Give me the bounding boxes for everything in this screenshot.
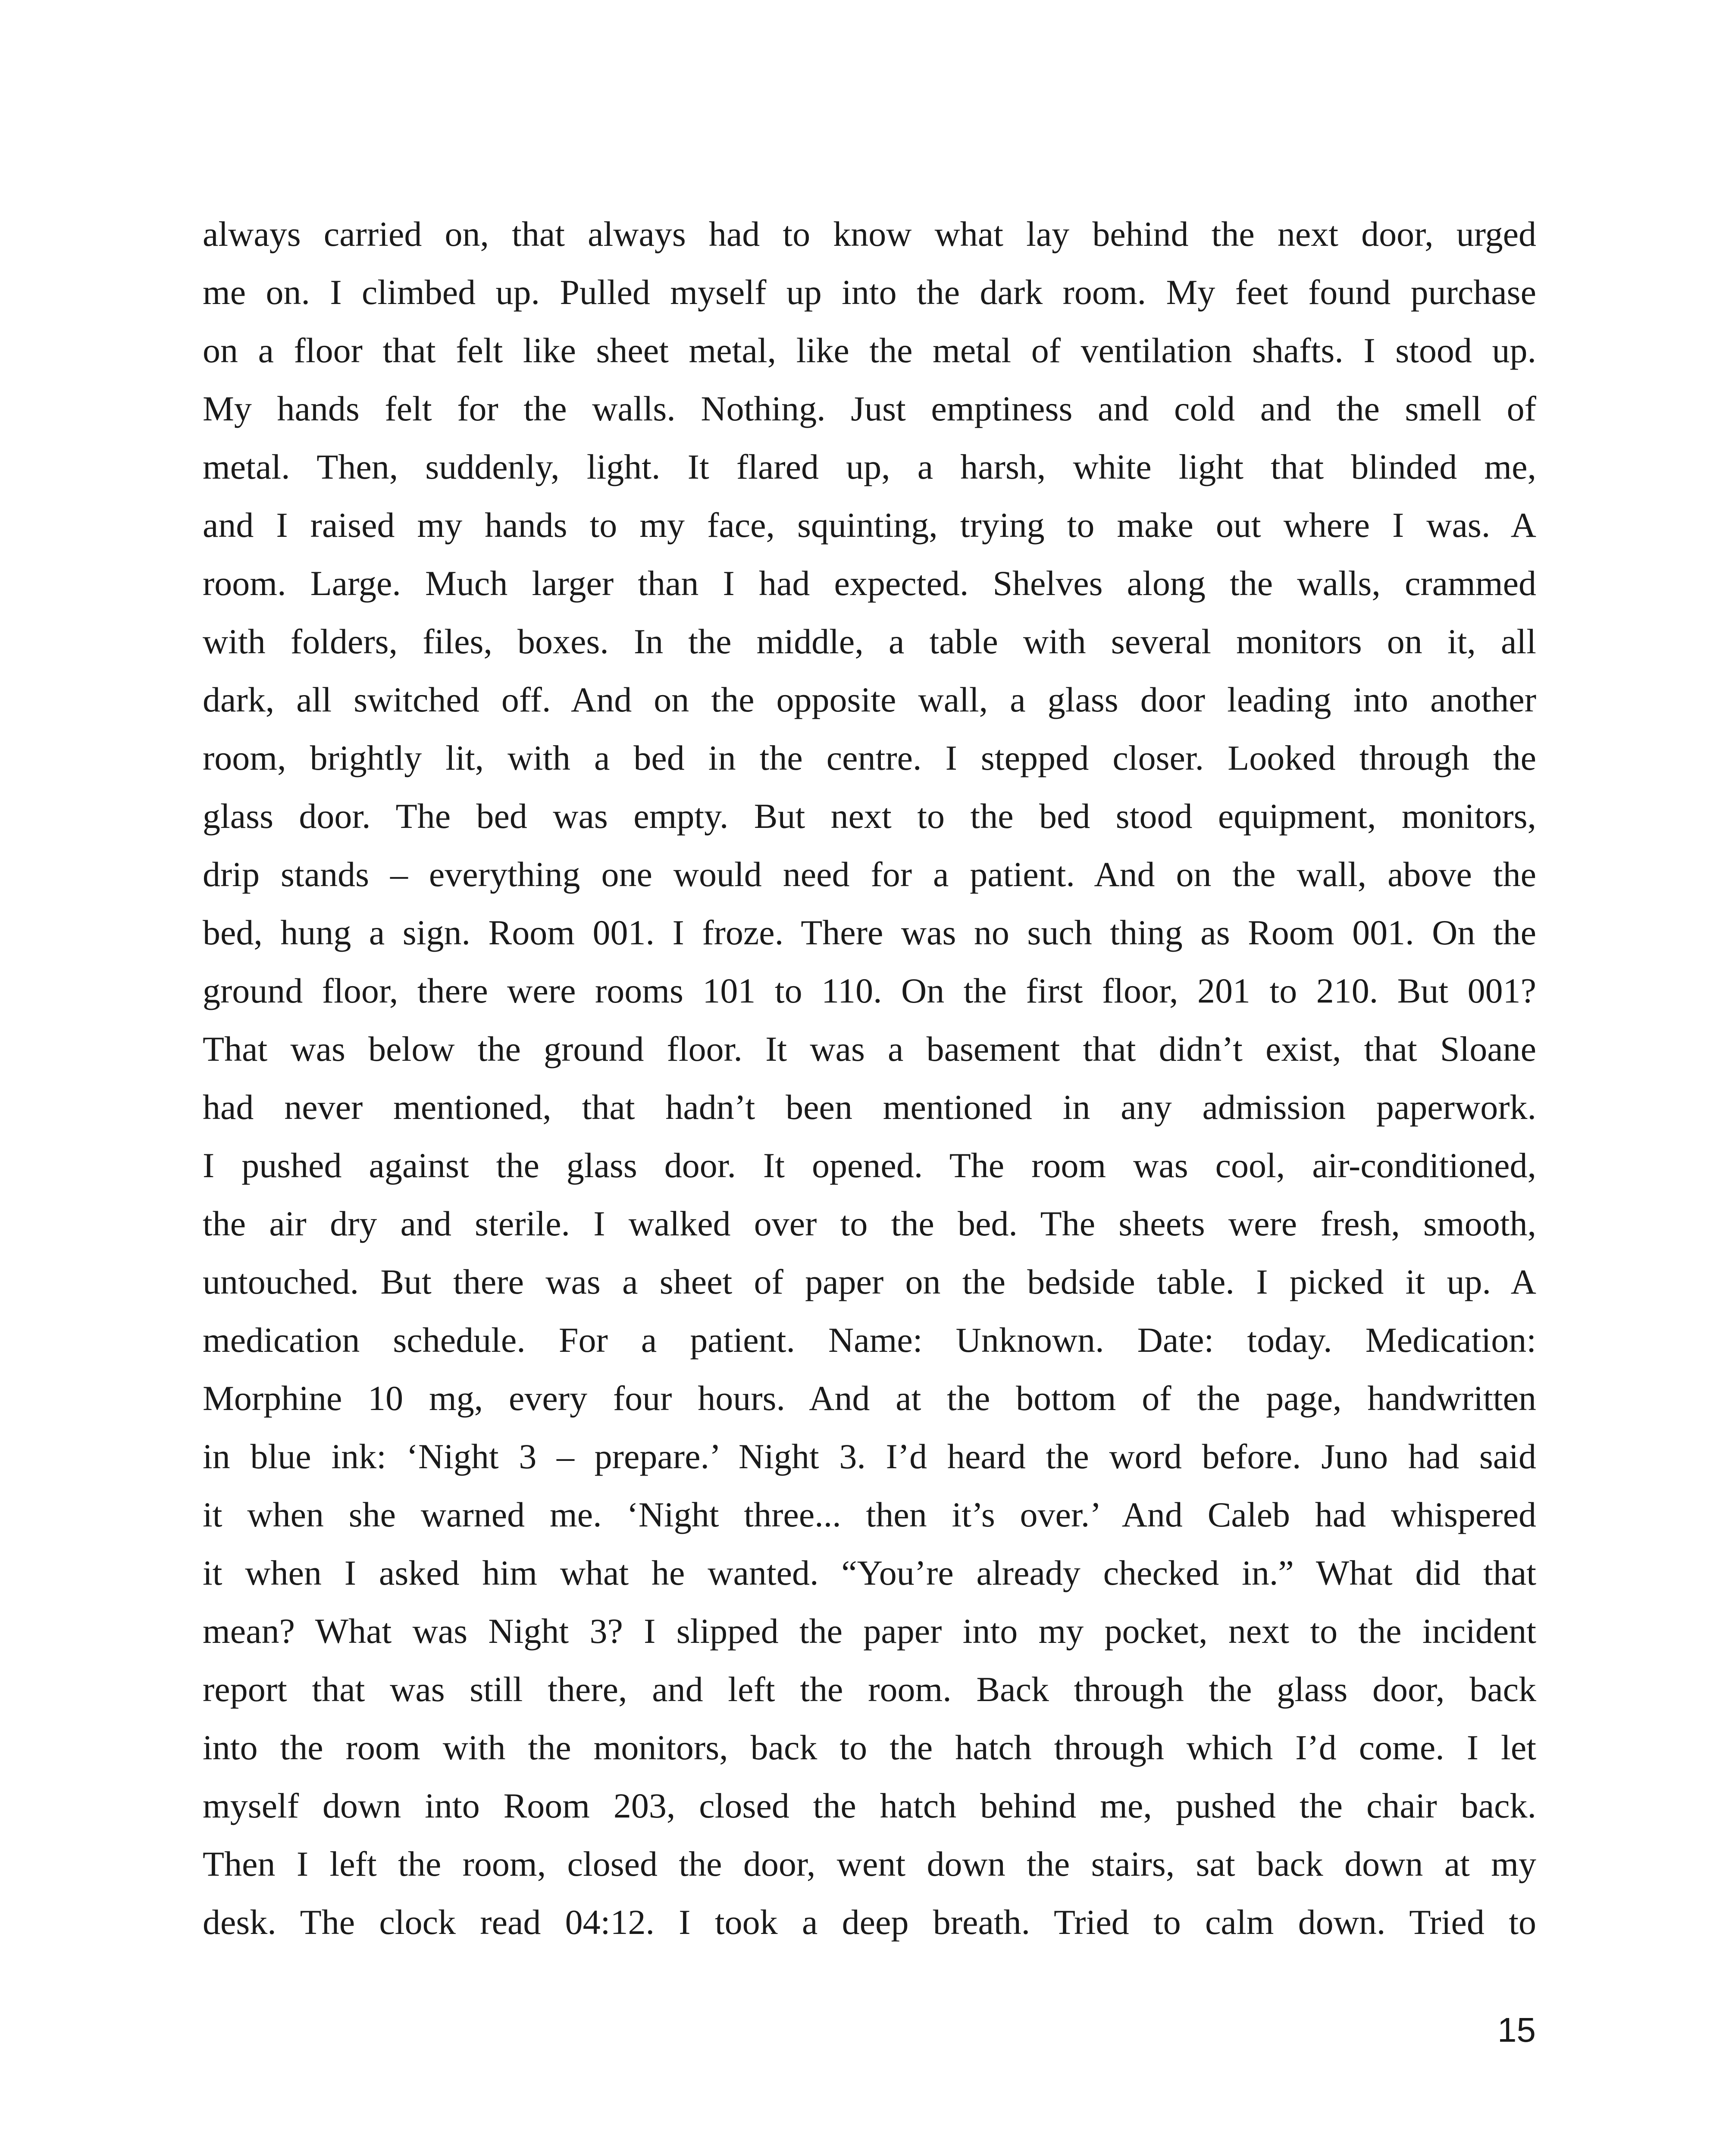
text-line: had never mentioned, that hadn’t been mentioned in any admission paperwork.	[203, 1087, 1536, 1127]
text-line: always carried on, that always had to know what lay behind the next door, urged	[203, 214, 1536, 254]
text-line: room. Large. Much larger than I had expected. Shelves along the walls, crammed	[203, 564, 1536, 603]
text-line: with folders, files, boxes. In the middle, a table with several monitors on it, all	[203, 622, 1536, 661]
text-line: drip stands – everything one would need for a patient. And on the wall, above the	[203, 855, 1536, 894]
text-line: I pushed against the glass door. It opened. The room was cool, air-conditioned,	[203, 1146, 1536, 1185]
text-line: me on. I climbed up. Pulled myself up into the dark room. My feet found purchase	[203, 273, 1536, 312]
text-line: it when I asked him what he wanted. “You’re already checked in.” What did that	[203, 1553, 1536, 1592]
body-text	[203, 205, 1536, 1951]
text-line: medication schedule. For a patient. Name: Unknown. Date: today. Medication:	[203, 1320, 1536, 1360]
text-line: Morphine 10 mg, every four hours. And at the bottom of the page, handwritten	[203, 1379, 1536, 1418]
text-line: and I raised my hands to my face, squinting, trying to make out where I was. A	[203, 505, 1536, 545]
text-line: Then I left the room, closed the door, went down the stairs, sat back down at my	[203, 1844, 1536, 1883]
text-line: My hands felt for the walls. Nothing. Just emptiness and cold and the smell of	[203, 389, 1536, 428]
text-line: ground floor, there were rooms 101 to 110. On the first floor, 201 to 210. But 001?	[203, 971, 1536, 1010]
text-line: it when she warned me. ‘Night three... then it’s over.’ And Caleb had whispered	[203, 1495, 1536, 1534]
page-number: 15	[1497, 2011, 1536, 2049]
text-line: myself down into Room 203, closed the hatch behind me, pushed the chair back.	[203, 1786, 1536, 1825]
text-line: in blue ink: ‘Night 3 – prepare.’ Night 3. I’d heard the word before. Juno had said	[203, 1437, 1536, 1476]
text-line: That was below the ground floor. It was a basement that didn’t exist, that Sloane	[203, 1029, 1536, 1069]
text-line: glass door. The bed was empty. But next to the bed stood equipment, monitors,	[203, 796, 1536, 836]
text-line: mean? What was Night 3? I slipped the paper into my pocket, next to the incident	[203, 1611, 1536, 1651]
text-line: on a floor that felt like sheet metal, like the metal of ventilation shafts. I stood up.	[203, 331, 1536, 370]
text-line: room, brightly lit, with a bed in the centre. I stepped closer. Looked through the	[203, 738, 1536, 777]
text-line: desk. The clock read 04:12. I took a deep breath. Tried to calm down. Tried to	[203, 1902, 1536, 1942]
text-line: report that was still there, and left the room. Back through the glass door, back	[203, 1670, 1536, 1709]
text-line: metal. Then, suddenly, light. It flared up, a harsh, white light that blinded me,	[203, 447, 1536, 486]
text-line: untouched. But there was a sheet of paper on the bedside table. I picked it up. A	[203, 1262, 1536, 1301]
text-line: the air dry and sterile. I walked over to the bed. The sheets were fresh, smooth,	[203, 1204, 1536, 1243]
text-line: into the room with the monitors, back to the hatch through which I’d come. I let	[203, 1728, 1536, 1767]
text-line: dark, all switched off. And on the opposite wall, a glass door leading into another	[203, 680, 1536, 719]
text-line: bed, hung a sign. Room 001. I froze. There was no such thing as Room 001. On the	[203, 913, 1536, 952]
